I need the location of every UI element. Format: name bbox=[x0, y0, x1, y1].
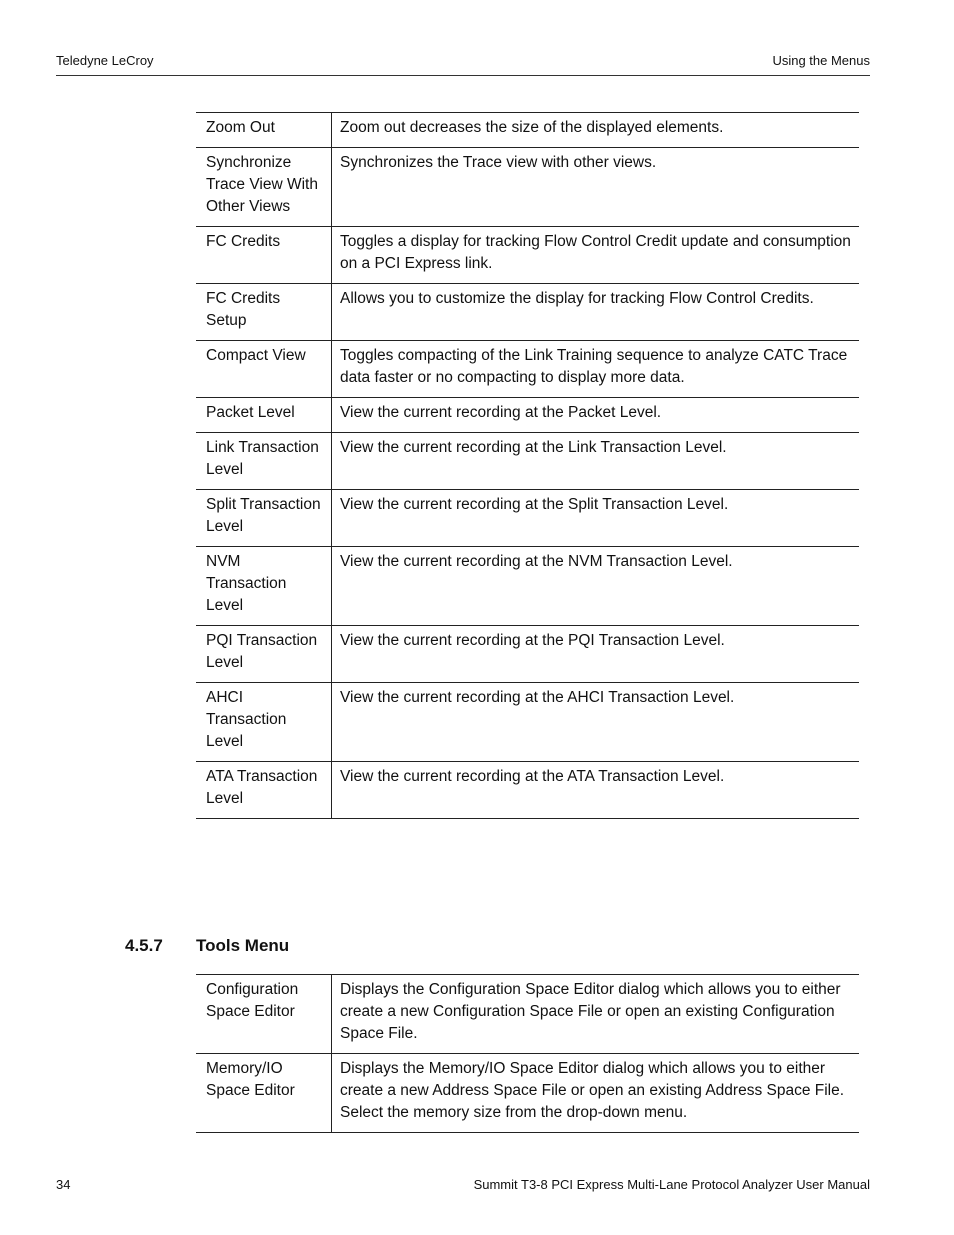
section-number: 4.5.7 bbox=[125, 936, 163, 955]
header-company: Teledyne LeCroy bbox=[56, 53, 154, 68]
table-row bbox=[196, 227, 859, 284]
menu-item-description: Zoom out decreases the size of the displayed elements. bbox=[332, 113, 860, 148]
menu-item-name: Synchronize Trace View With Other Views bbox=[196, 148, 332, 227]
table-row bbox=[196, 490, 859, 547]
tools-menu-table bbox=[196, 974, 859, 1133]
menu-item-name: Link Transaction Level bbox=[196, 433, 332, 490]
menu-item-name: Compact View bbox=[196, 341, 332, 398]
menu-item-name: PQI Transaction Level bbox=[196, 626, 332, 683]
menu-item-description: Synchronizes the Trace view with other views. bbox=[332, 148, 860, 227]
menu-item-description: Toggles a display for tracking Flow Control Credit update and consumption on a PCI Express link. bbox=[332, 227, 860, 284]
page-number: 34 bbox=[56, 1177, 71, 1192]
menu-item-description: View the current recording at the NVM Transaction Level. bbox=[332, 547, 860, 626]
table-row bbox=[196, 398, 859, 433]
table-row bbox=[196, 433, 859, 490]
page-header bbox=[56, 53, 870, 76]
table-row bbox=[196, 683, 859, 762]
menu-item-name: Configuration Space Editor bbox=[196, 975, 332, 1054]
menu-item-name: Packet Level bbox=[196, 398, 332, 433]
manual-title: Summit T3-8 PCI Express Multi-Lane Protocol Analyzer User Manual bbox=[473, 1177, 870, 1192]
table-row bbox=[196, 148, 859, 227]
section-title: Tools Menu bbox=[196, 936, 290, 955]
menu-item-description: View the current recording at the ATA Transaction Level. bbox=[332, 762, 860, 819]
menu-item-name: FC Credits bbox=[196, 227, 332, 284]
menu-item-name: FC Credits Setup bbox=[196, 284, 332, 341]
menu-item-description: Displays the Configuration Space Editor dialog which allows you to either create a new Configuration Space File or open an existing Configuration Space File. bbox=[332, 975, 860, 1054]
table-row bbox=[196, 284, 859, 341]
menu-item-name: Split Transaction Level bbox=[196, 490, 332, 547]
section-heading bbox=[125, 936, 289, 956]
menu-item-name: Zoom Out bbox=[196, 113, 332, 148]
view-menu-table bbox=[196, 112, 859, 819]
menu-item-description: View the current recording at the AHCI Transaction Level. bbox=[332, 683, 860, 762]
table-row bbox=[196, 1054, 859, 1133]
table-row bbox=[196, 762, 859, 819]
menu-item-description: Toggles compacting of the Link Training sequence to analyze CATC Trace data faster or no compacting to display more data. bbox=[332, 341, 860, 398]
table-row bbox=[196, 547, 859, 626]
menu-item-description: Displays the Memory/IO Space Editor dialog which allows you to either create a new Address Space File or open an existing Address Space File. Select the memory size from the drop-down menu. bbox=[332, 1054, 860, 1133]
menu-item-description: View the current recording at the Link Transaction Level. bbox=[332, 433, 860, 490]
menu-item-description: View the current recording at the Split Transaction Level. bbox=[332, 490, 860, 547]
menu-item-description: View the current recording at the Packet Level. bbox=[332, 398, 860, 433]
menu-item-name: AHCI Transaction Level bbox=[196, 683, 332, 762]
menu-item-name: Memory/IO Space Editor bbox=[196, 1054, 332, 1133]
menu-item-name: NVM Transaction Level bbox=[196, 547, 332, 626]
menu-item-description: Allows you to customize the display for tracking Flow Control Credits. bbox=[332, 284, 860, 341]
table-row bbox=[196, 626, 859, 683]
table-row bbox=[196, 341, 859, 398]
header-chapter: Using the Menus bbox=[772, 53, 870, 68]
table-row bbox=[196, 975, 859, 1054]
table-row bbox=[196, 113, 859, 148]
menu-item-description: View the current recording at the PQI Transaction Level. bbox=[332, 626, 860, 683]
menu-item-name: ATA Transaction Level bbox=[196, 762, 332, 819]
